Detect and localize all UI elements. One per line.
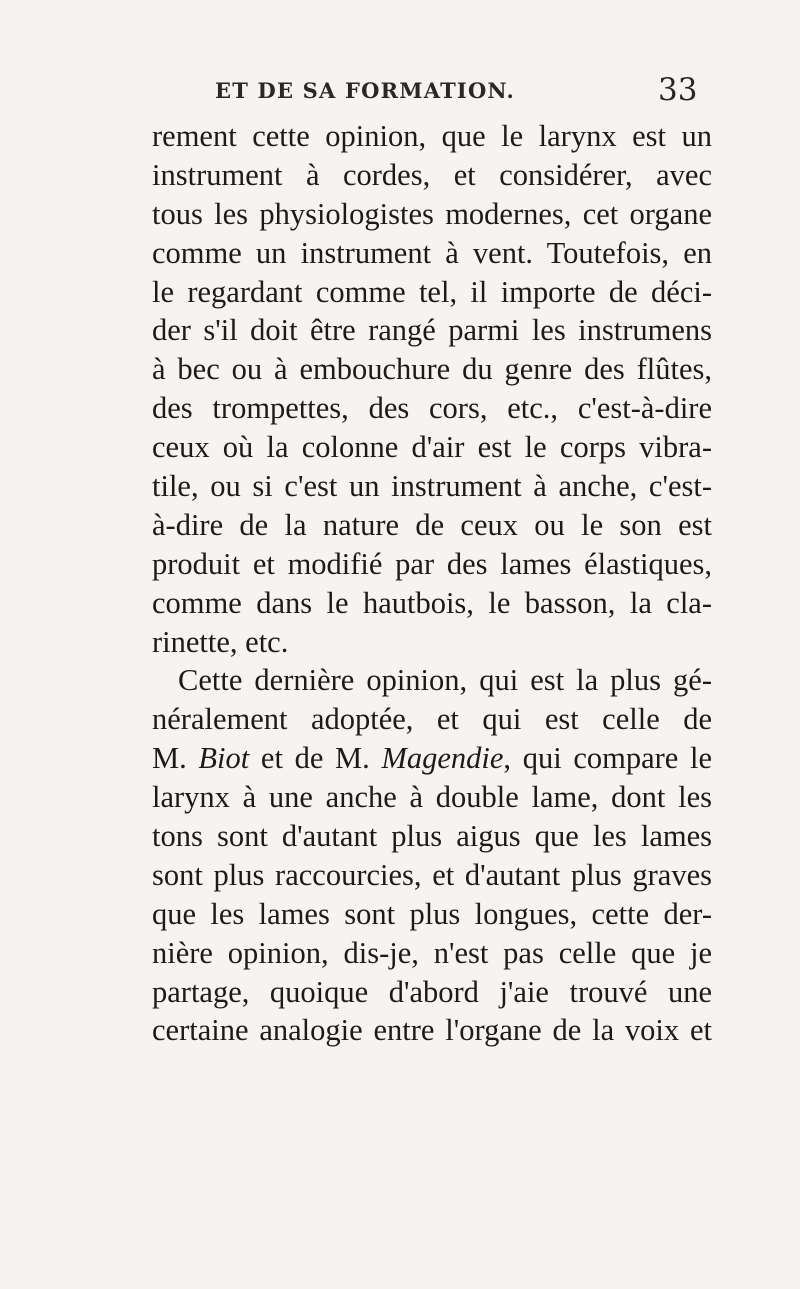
text-line: larynx à une anche à double lame, dont les — [152, 780, 712, 815]
line-segment: , qui compare le — [503, 741, 712, 776]
text-line: nière opinion, dis-je, n'est pas celle que je — [152, 935, 712, 970]
text-line: instrument à cordes, et considérer, avec — [152, 157, 712, 192]
line-segment: M. — [152, 741, 199, 776]
paragraph-start-line: Cette dernière opinion, qui est la plus gé- — [178, 663, 712, 698]
text-line: des trompettes, des cors, etc., c'est-à-dire — [152, 391, 712, 426]
text-line: comme un instrument à vent. Toutefois, en — [152, 235, 712, 270]
running-title: ET DE SA FORMATION. — [215, 78, 515, 103]
text-line: tile, ou si c'est un instrument à anche, c'est- — [152, 469, 712, 504]
text-line: que les lames sont plus longues, cette der- — [152, 896, 712, 931]
text-line: produit et modifié par des lames élastiques, — [152, 546, 712, 581]
text-line: le regardant comme tel, il importe de déci- — [152, 274, 712, 309]
running-head — [0, 72, 800, 116]
text-line: rement cette opinion, que le larynx est un — [152, 119, 712, 153]
text-line: der s'il doit être rangé parmi les instrumens — [152, 313, 712, 348]
body-text — [152, 117, 712, 1050]
text-line: partage, quoique d'abord j'aie trouvé une — [152, 974, 712, 1009]
text-line: tons sont d'autant plus aigus que les lames — [152, 819, 712, 854]
text-line: comme dans le hautbois, le basson, la cla- — [152, 585, 712, 620]
author-name-magendie: Magendie — [381, 741, 504, 776]
text-line: à bec ou à embouchure du genre des flûtes, — [152, 352, 712, 387]
text-line: ceux où la colonne d'air est le corps vibra- — [152, 430, 712, 465]
text-line: tous les physiologistes modernes, cet organe — [152, 196, 712, 231]
text-line: sont plus raccourcies, et d'autant plus graves — [152, 857, 712, 892]
paragraph-end-line: rinette, etc. — [152, 624, 289, 659]
author-name-biot: Biot — [198, 741, 250, 776]
text-line: à-dire de la nature de ceux ou le son est — [152, 507, 712, 542]
line-segment: et de M. — [249, 741, 382, 776]
text-line: certaine analogie entre l'organe de la voix et — [152, 1013, 712, 1048]
text-line-with-names — [152, 739, 712, 778]
page-number: 33 — [658, 72, 698, 108]
text-line: néralement adoptée, et qui est celle de — [152, 702, 712, 737]
